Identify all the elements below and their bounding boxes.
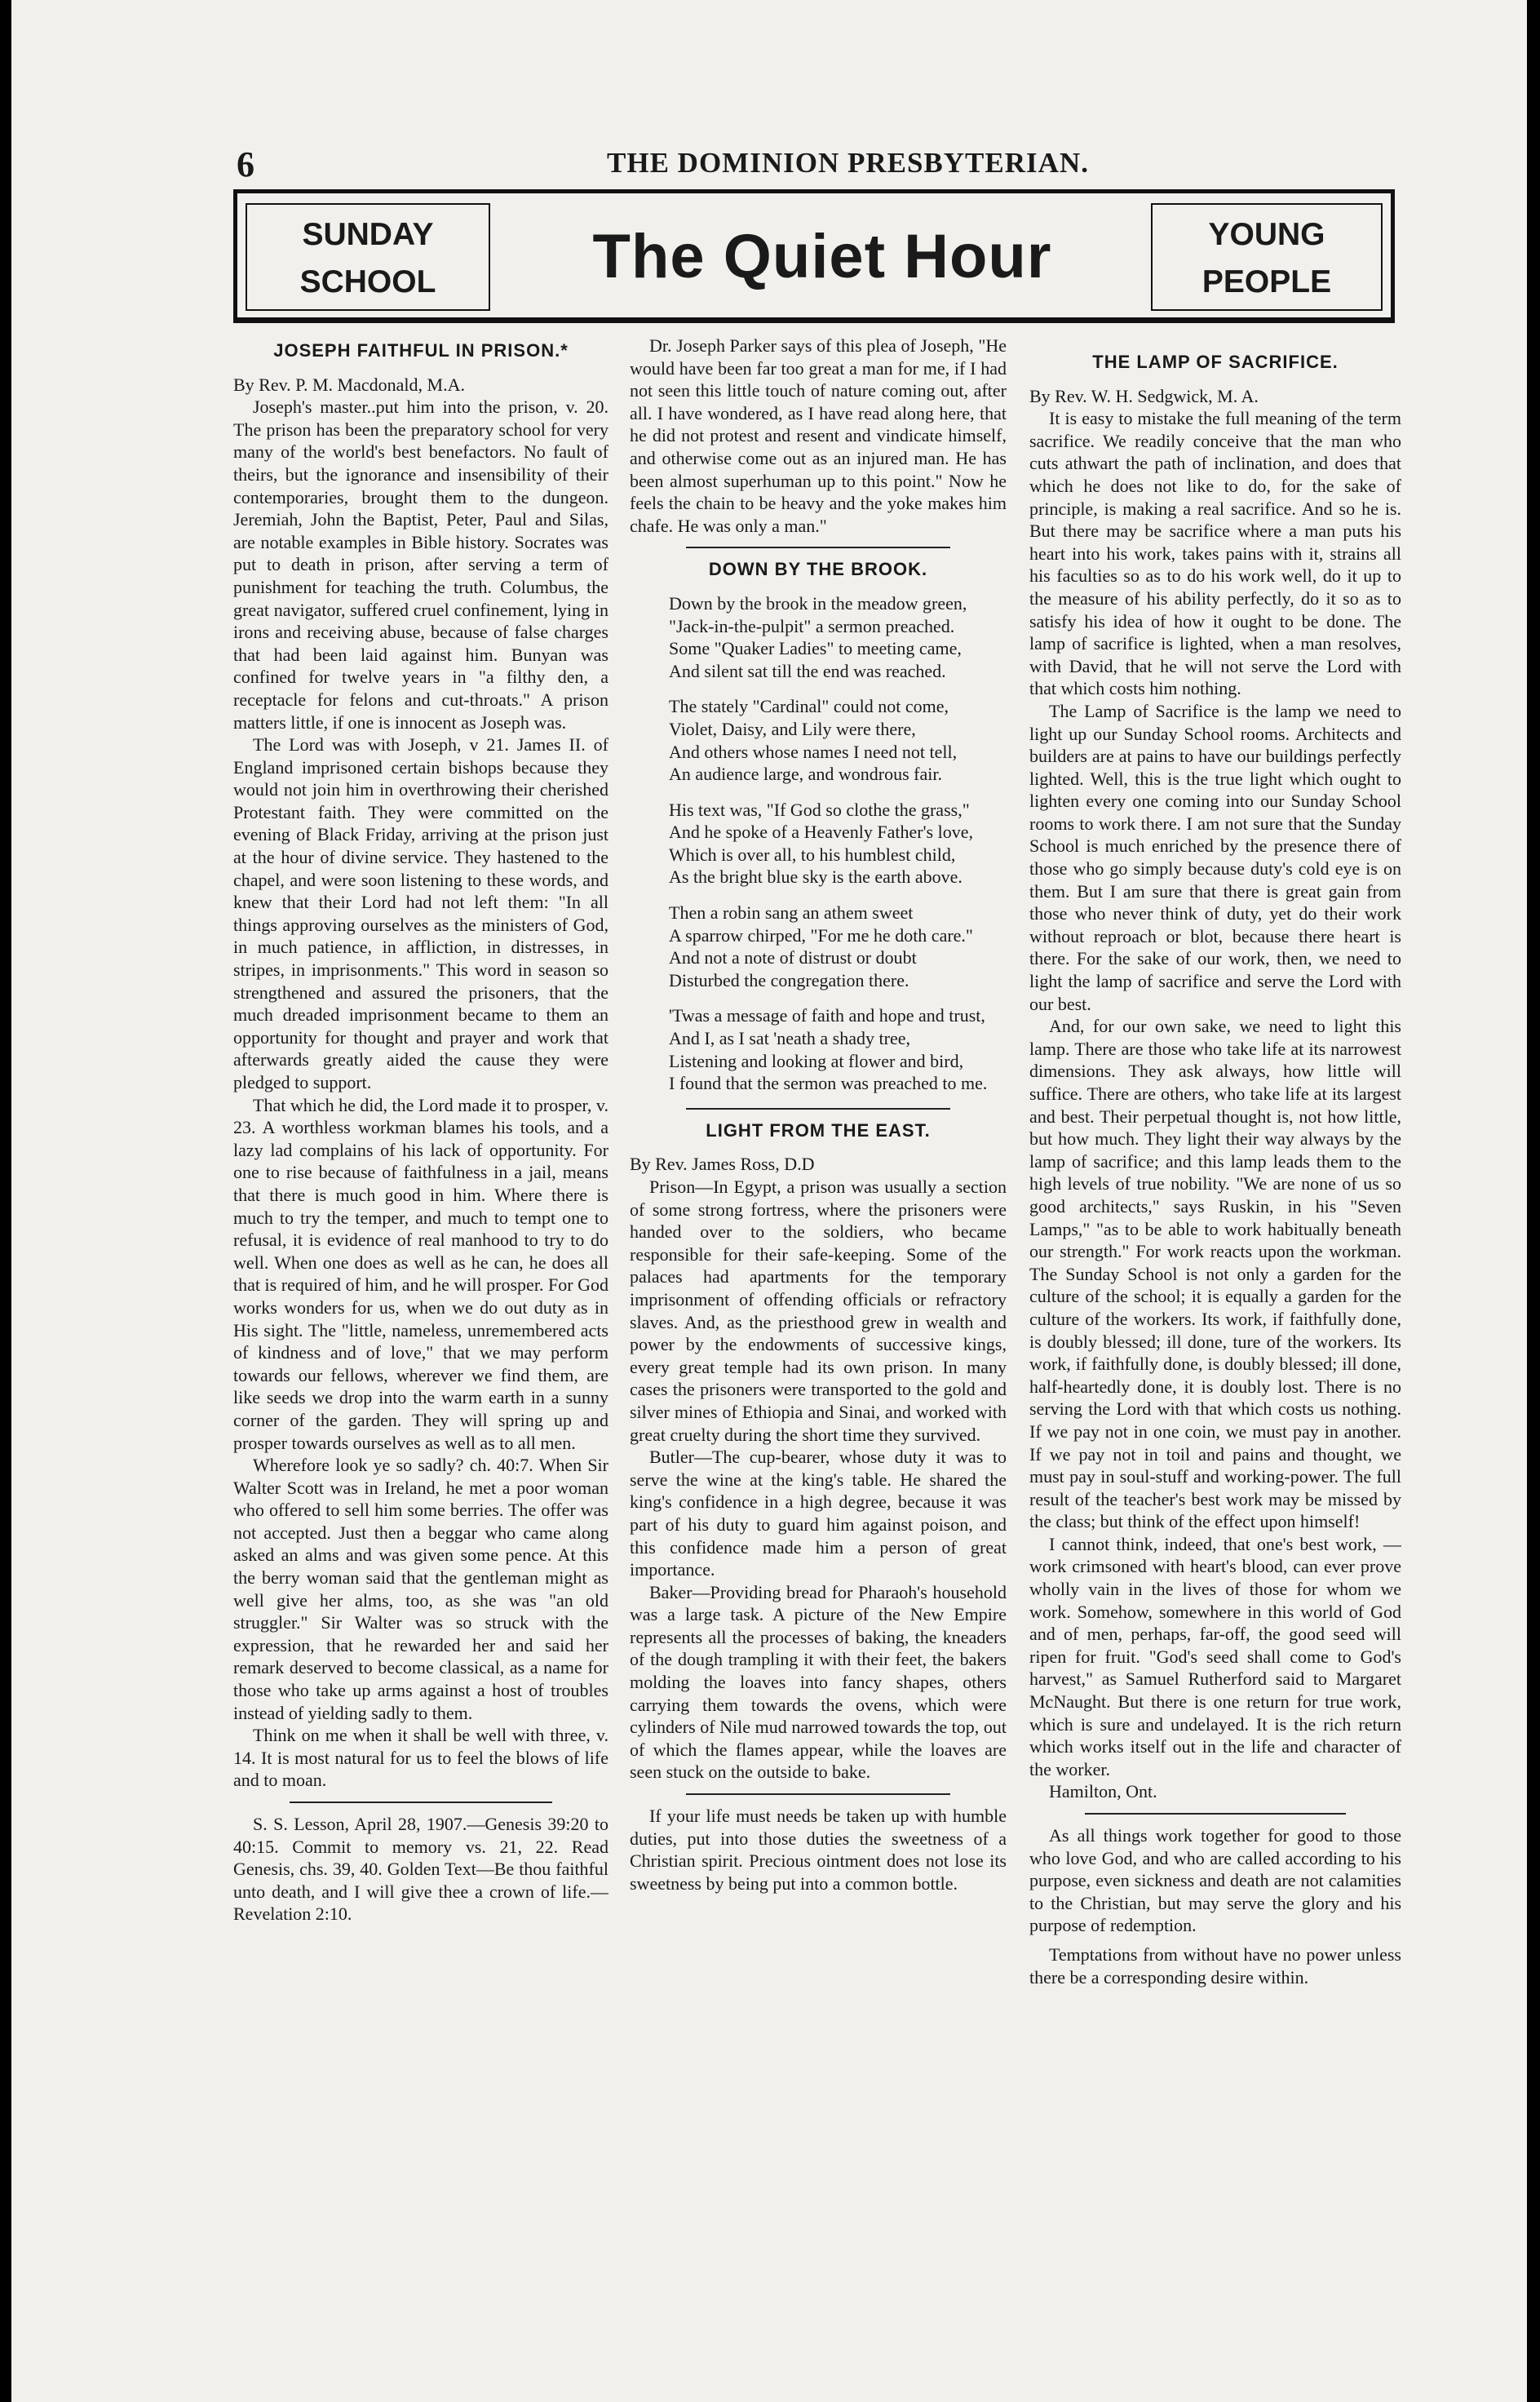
poem-line: Some "Quaker Ladies" to meeting came, bbox=[669, 638, 962, 659]
closing-paragraph: If your life must needs be taken up with humble duties, put into those duties the sweetness of a Christian spirit. Precious ointment does not lose its sweetness by being put into a common bottle. bbox=[630, 1806, 1007, 1894]
article-paragraph: The Lord was with Joseph, v 21. James II. of England imprisoned certain bishops because they would not join him in overthrowing their cherished Protestant faith. They were committed on the evening of Black Friday, arriving at the prison just at the hour of divine service. They hastened to the chapel, and were soon listening to these words, and knew that their Lord had not left them: "In all things approving ourselves as the ministers of God, in much patience, in affliction, in distresses, in stripes, in imprisonments." This word in season so strengthened and assured the prisoners, that the much dreaded imprisonment became to them an opportunity for thought and prayer and work that afterwards greatly aided the cause they were pledged to support. bbox=[233, 734, 608, 1092]
poem-line: The stately "Cardinal" could not come, bbox=[669, 696, 949, 717]
article-byline-east: By Rev. James Ross, D.D bbox=[630, 1154, 815, 1175]
newspaper-title: THE DOMINION PRESBYTERIAN. bbox=[607, 147, 1089, 179]
article-paragraph: Butler—The cup-bearer, whose duty it was to serve the wine at the king's table. He shared the king's confidence in a high degree, because it was part of his duty to guard him against poison, and this confidence made him a person of great importance. bbox=[630, 1447, 1007, 1580]
page-number: 6 bbox=[237, 144, 254, 184]
poem-line: And not a note of distrust or doubt bbox=[669, 947, 917, 968]
poem-line: Violet, Daisy, and Lily were there, bbox=[669, 718, 916, 739]
article-heading-lamp: THE LAMP OF SACRIFICE. bbox=[1092, 352, 1339, 372]
banner-sunday-school-box bbox=[246, 203, 490, 311]
spacer bbox=[1029, 335, 1401, 346]
poem-line: And silent sat till the end was reached. bbox=[669, 660, 946, 681]
column-right bbox=[1029, 335, 1401, 2378]
poem-stanza bbox=[630, 799, 1007, 889]
article-heading-east: LIGHT FROM THE EAST. bbox=[706, 1119, 931, 1141]
article-heading-joseph: JOSEPH FAITHFUL IN PRISON.* bbox=[273, 340, 569, 361]
article-paragraph: Baker—Providing bread for Pharaoh's household was a large task. A picture of the New Empire represents all the processes of baking, the kneaders of the dough trampling it with their feet, the bakers molding the loaves into fancy shapes, others carrying them towards the ovens, which were cylinders of Nile mud narrowed towards the top, out of which the flames appear, while the loaves are seen stuck on the outside to bake. bbox=[630, 1581, 1007, 1783]
column-left bbox=[233, 335, 608, 2378]
poem-line: Listening and looking at flower and bird, bbox=[669, 1050, 964, 1071]
article-byline-joseph: By Rev. P. M. Macdonald, M.A. bbox=[233, 374, 465, 395]
poem-line: Disturbed the congregation there. bbox=[669, 969, 909, 990]
article-paragraph: It is easy to mistake the full meaning of the term sacrifice. We readily conceive that the man who cuts athwart the path of inclination, and does that which he does not like to do, for the sake of principle, is making a real sacrifice. And so he is. But there may be sacrifice where a man puts his heart into his work, takes pains with it, strains all his faculties so as to do his work well, do it up to the measure of his ability perfectly, do it so as to satisfy his idea of how it ought to be done. The lamp of sacrifice is lighted, when a man resolves, with David, that he will not serve the Lord with that which costs him nothing. bbox=[1029, 408, 1401, 699]
divider-rule bbox=[1085, 1813, 1345, 1815]
column-middle bbox=[630, 335, 1007, 2378]
poem-line: Which is over all, to his humblest child, bbox=[669, 844, 956, 865]
poem-stanza bbox=[630, 695, 1007, 785]
article-dateline: Hamilton, Ont. bbox=[1049, 1781, 1157, 1802]
section-banner bbox=[233, 189, 1395, 323]
article-paragraph: Dr. Joseph Parker says of this plea of Joseph, "He would have been far too great a man for me, if I had not seen this little touch of nature coming out, after all. I have wondered, as I have read along here, that he did not protest and resent and vindicate himself, and otherwise come out as an injured man. He has been almost superhuman up to this point." Now he feels the chain to be heavy and the yoke makes him chafe. He was only a man." bbox=[630, 335, 1007, 536]
article-paragraph: That which he did, the Lord made it to prosper, v. 23. A worthless workman blames his tools, and a lazy lad complains of his lack of opportunity. For one to rise because of faithfulness in a jail, means that there is much good in him. Where there is much to try the temper, and much to tempt one to refusal, it is evidence of real manhood to try to do well. When one does as well as he can, he does all that is required of him, and he will prosper. For God works wonders for us, when we do out duty as in His sight. The "little, nameless, unremembered acts of kindness and of love," that we may perform towards our fellows, wherever we find them, are like seeds we drop into the warm earth in a sunny corner of the garden. They will spring up and prosper towards ourselves as well as to all men. bbox=[233, 1094, 608, 1453]
poem-line: And he spoke of a Heavenly Father's love, bbox=[669, 822, 973, 843]
article-paragraph: I cannot think, indeed, that one's best work, — work crimsoned with heart's blood, can ever prove wholly vain in the lives of those for whom we work. Somehow, somewhere in this world of God and of men, perhaps, far-off, the good seed will ripen for fruit. "God's seed shall come to God's harvest," as Samuel Rutherford said to Margaret McNaught. But there is one return for true work, which is sure and undelayed. It is the rich return which works itself out in the life and character of the worker. bbox=[1029, 1533, 1401, 1779]
banner-young-people-box bbox=[1151, 203, 1383, 311]
poem-line: And I, as I sat 'neath a shady tree, bbox=[669, 1028, 910, 1049]
article-paragraph: Wherefore look ye so sadly? ch. 40:7. When Sir Walter Scott was in Ireland, he met a poor woman who offered to sell him some berries. The offer was not accepted. Just then a beggar who came along asked an alms and was given some pence. At this the berry woman said that the gentleman might as well give her alms, too, as she was "an old struggler." Sir Walter was so struck with the expression, that he rewarded her and said her remark deserved to become classical, as a name for those who take up arms against a host of troubles instead of yielding sadly to them. bbox=[233, 1455, 608, 1723]
poem-line: As the bright blue sky is the earth above. bbox=[669, 866, 962, 888]
divider-rule bbox=[290, 1802, 552, 1803]
poem-stanza bbox=[630, 592, 1007, 682]
page-header bbox=[237, 144, 1403, 184]
newspaper-page bbox=[11, 0, 1527, 2402]
poem-line: And others whose names I need not tell, bbox=[669, 741, 958, 762]
banner-right-line2: PEOPLE bbox=[1201, 264, 1332, 299]
lesson-note: S. S. Lesson, April 28, 1907.—Genesis 39:20 to 40:15. Commit to memory vs. 21, 22. Read Genesis, chs. 39, 40. Golden Text—Be thou faithful unto death, and I will give thee a crown of life.—Revelation 2:10. bbox=[233, 1814, 608, 1925]
poem-line: Down by the brook in the meadow green, bbox=[669, 592, 967, 614]
poem-line: I found that the sermon was preached to me. bbox=[669, 1073, 988, 1094]
article-paragraph: The Lamp of Sacrifice is the lamp we need to light up our Sunday School rooms. Architects and builders are at pains to have our buildings perfectly lighted. Well, this is the true light which ought to lighten every one coming into our Sunday School rooms to work there. I am not sure that the Sunday School is much enriched by the presence there of those who go simply because duty's cold eye is on them. But I am sure that there is great gain from those who never think of duty, yet do their work without reproach or blot, because there heart is there. For the sake of our work, then, we need to light the lamp of sacrifice and serve the Lord with our best. bbox=[1029, 700, 1401, 1014]
poem-heading: DOWN BY THE BROOK. bbox=[708, 559, 928, 580]
poem-stanza bbox=[630, 1004, 1007, 1094]
banner-right-line1: YOUNG bbox=[1208, 217, 1325, 252]
article-paragraph: Joseph's master..put him into the prison, v. 20. The prison has been the preparatory school for very many of the world's best benefactors. No fault of theirs, but the ignorance and insensibility of their contemporaries, brought them to the dungeon. Jeremiah, John the Baptist, Peter, Paul and Silas, are notable examples in Bible history. Socrates was put to death in prison, after serving a term of punishment for teaching the truth. Columbus, the great navigator, suffered cruel confinement, lying in irons and receiving abuse, because of false charges that had been laid against him. Bunyan was confined for twelve years in "a filthy den, a receptacle for felons and cut-throats." A prison matters little, if one is innocent as Joseph was. bbox=[233, 397, 608, 733]
poem-line: A sparrow chirped, "For me he doth care." bbox=[669, 924, 973, 946]
article-paragraph: Think on me when it shall be well with three, v. 14. It is most natural for us to feel the blows of life and to moan. bbox=[233, 1725, 608, 1791]
divider-rule bbox=[686, 1793, 949, 1795]
poem-line: 'Twas a message of faith and hope and trust, bbox=[669, 1005, 985, 1026]
poem-line: His text was, "If God so clothe the grass," bbox=[669, 799, 970, 820]
banner-left-line1: SUNDAY bbox=[302, 217, 434, 252]
poem-line: Then a robin sang an athem sweet bbox=[669, 902, 914, 924]
closing-paragraph: Temptations from without have no power unless there be a corresponding desire within. bbox=[1029, 1943, 1401, 1988]
spacer bbox=[1029, 1937, 1401, 1943]
banner-left-line2: SCHOOL bbox=[299, 264, 436, 299]
poem-line: An audience large, and wondrous fair. bbox=[669, 764, 942, 785]
article-paragraph: And, for our own sake, we need to light this lamp. There are those who take life at its narrowest dimensions. They ask always, how little will suffice. There are others, who take life at its largest and best. Their perpetual thought is, not how little, but how much. They light their way always by the lamp of sacrifice; and this lamp leads them to the high levels of true nobility. "We are none of us so good architects," says Ruskin, in his "Seven Lamps," "as to be able to work habitually beneath our strength." For work reacts upon the workman. The Sunday School is not only a garden for the culture of the school; it is equally a garden for the culture of the workers. Its work, if faithfully done, is doubly blessed; ill done, ture of the workers. Its work, if faithfully done, is doubly blessed; ill done, half-heartedly done, it is doubly lost. There is no serving the Lord with that which costs us nothing. If we pay not in one coin, we must pay in another. If we pay not in toil and pains and thought, we must pay in soul-stuff and working-power. The full result of the teacher's best work may be missed by the class; but think of the effect upon himself! bbox=[1029, 1016, 1401, 1532]
article-paragraph: Prison—In Egypt, a prison was usually a section of some strong fortress, where the prisoners were handed over to the soldiers, who became responsible for their safe-keeping. Some of the palaces had apartments for the temporary imprisonment of offending officials or refractory slaves. And, as the priesthood grew in wealth and power by the endowments of successive kings, every great temple had its own prison. In many cases the prisoners were transported to the gold and silver mines of Ethiopia and Sinai, and worked with great cruelty during the short time they survived. bbox=[630, 1177, 1007, 1445]
divider-rule bbox=[686, 1108, 949, 1110]
article-byline-lamp: By Rev. W. H. Sedgwick, M. A. bbox=[1029, 385, 1259, 406]
poem-line: "Jack-in-the-pulpit" a sermon preached. bbox=[669, 615, 955, 636]
banner-title: The Quiet Hour bbox=[592, 222, 1052, 291]
closing-paragraph: As all things work together for good to those who love God, and who are called according to his purpose, even sickness and death are not calamities to the Christian, but may serve the glory and his purpose of redemption. bbox=[1029, 1825, 1401, 1936]
poem-stanza bbox=[630, 902, 1007, 991]
divider-rule bbox=[686, 547, 949, 548]
